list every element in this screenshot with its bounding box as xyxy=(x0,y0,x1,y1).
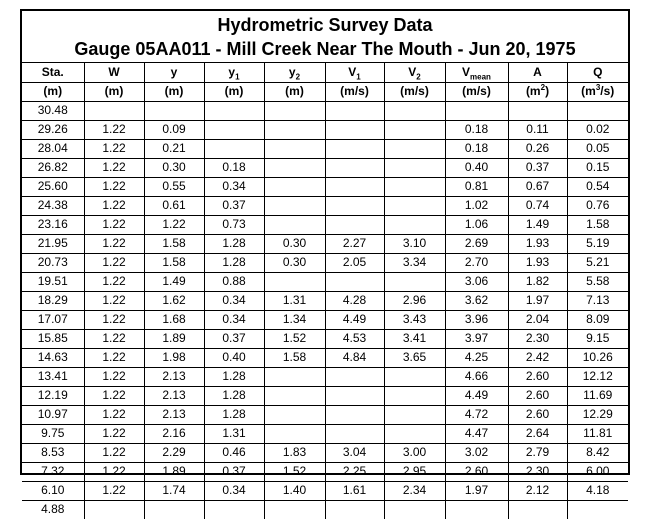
table-cell: 1.22 xyxy=(84,215,144,234)
table-cell: 0.37 xyxy=(204,196,264,215)
table-cell xyxy=(325,139,384,158)
table-row xyxy=(22,310,628,329)
table-cell xyxy=(384,272,445,291)
column-header-subscript: 1 xyxy=(356,72,361,82)
table-cell: 1.22 xyxy=(84,291,144,310)
table-cell: 0.30 xyxy=(144,158,204,177)
table-cell: 0.02 xyxy=(567,120,628,139)
survey-sheet xyxy=(20,9,630,517)
column-header-label: V xyxy=(408,64,417,79)
table-cell: 1.22 xyxy=(84,462,144,481)
table-cell: 1.02 xyxy=(445,196,508,215)
station-cell: 18.29 xyxy=(22,291,84,310)
table-row xyxy=(22,367,628,386)
table-cell: 0.30 xyxy=(264,234,325,253)
table-cell xyxy=(567,101,628,120)
table-cell: 3.00 xyxy=(384,443,445,462)
unit-superscript: 3 xyxy=(595,83,601,92)
unit-label: (m/s) xyxy=(400,84,429,98)
table-row xyxy=(22,177,628,196)
table-cell: 8.42 xyxy=(567,443,628,462)
station-cell: 9.75 xyxy=(22,424,84,443)
table-cell: 0.37 xyxy=(204,462,264,481)
table-cell: 1.28 xyxy=(204,367,264,386)
page-title: Hydrometric Survey Data xyxy=(217,15,433,35)
table-cell: 0.40 xyxy=(204,348,264,367)
table-cell: 2.60 xyxy=(508,367,567,386)
table-cell: 2.29 xyxy=(144,443,204,462)
table-cell: 1.61 xyxy=(325,481,384,500)
table-row xyxy=(22,253,628,272)
unit-label: (m) xyxy=(224,84,244,98)
table-cell: 2.25 xyxy=(325,462,384,481)
table-cell: 1.22 xyxy=(84,139,144,158)
table-cell xyxy=(567,500,628,519)
station-cell: 8.53 xyxy=(22,443,84,462)
column-header-row xyxy=(22,63,628,82)
column-header-label: Q xyxy=(593,64,603,79)
station-cell: 4.88 xyxy=(22,500,84,519)
unit-label-tail: ) xyxy=(545,84,550,98)
table-body xyxy=(22,101,628,519)
unit-cell xyxy=(384,82,445,101)
table-cell: 1.58 xyxy=(144,234,204,253)
table-cell: 1.93 xyxy=(508,253,567,272)
table-cell: 1.98 xyxy=(144,348,204,367)
table-cell: 9.15 xyxy=(567,329,628,348)
table-cell: 2.60 xyxy=(508,386,567,405)
table-cell xyxy=(264,158,325,177)
table-cell xyxy=(325,272,384,291)
table-row xyxy=(22,139,628,158)
table-cell: 1.22 xyxy=(84,367,144,386)
table-cell: 3.43 xyxy=(384,310,445,329)
table-cell: 0.37 xyxy=(508,158,567,177)
unit-label: (m xyxy=(581,84,596,98)
table-cell xyxy=(204,139,264,158)
table-cell: 1.82 xyxy=(508,272,567,291)
column-header-label: y xyxy=(288,64,296,79)
table-cell: 4.84 xyxy=(325,348,384,367)
table-cell: 1.58 xyxy=(264,348,325,367)
table-cell: 1.28 xyxy=(204,386,264,405)
table-cell: 0.21 xyxy=(144,139,204,158)
table-cell: 0.55 xyxy=(144,177,204,196)
table-cell: 0.67 xyxy=(508,177,567,196)
page-subtitle: Gauge 05AA011 - Mill Creek Near The Mouth - Jun 20, 1975 xyxy=(74,39,576,59)
table-cell: 1.22 xyxy=(84,424,144,443)
table-cell: 0.74 xyxy=(508,196,567,215)
table-cell: 0.30 xyxy=(264,253,325,272)
table-cell: 0.46 xyxy=(204,443,264,462)
table-cell: 1.40 xyxy=(264,481,325,500)
table-cell xyxy=(264,367,325,386)
column-header xyxy=(508,63,567,82)
table-cell: 3.10 xyxy=(384,234,445,253)
table-cell: 1.22 xyxy=(84,158,144,177)
title-block xyxy=(22,11,628,63)
unit-cell xyxy=(567,82,628,101)
unit-label: (m xyxy=(525,84,541,98)
table-cell: 0.26 xyxy=(508,139,567,158)
station-cell: 10.97 xyxy=(22,405,84,424)
table-row xyxy=(22,462,628,481)
station-cell: 20.73 xyxy=(22,253,84,272)
station-cell: 13.41 xyxy=(22,367,84,386)
column-header xyxy=(445,63,508,82)
table-cell xyxy=(204,500,264,519)
table-cell xyxy=(325,367,384,386)
table-cell xyxy=(264,101,325,120)
unit-cell xyxy=(325,82,384,101)
table-cell: 1.22 xyxy=(84,405,144,424)
table-cell: 1.49 xyxy=(144,272,204,291)
table-cell xyxy=(144,101,204,120)
table-cell xyxy=(384,367,445,386)
table-cell: 2.27 xyxy=(325,234,384,253)
table-cell: 1.31 xyxy=(204,424,264,443)
column-header-subscript: mean xyxy=(470,72,491,82)
table-cell: 1.22 xyxy=(144,215,204,234)
table-row xyxy=(22,481,628,500)
table-cell: 10.26 xyxy=(567,348,628,367)
table-cell: 3.96 xyxy=(445,310,508,329)
table-cell: 1.58 xyxy=(567,215,628,234)
table-cell: 1.22 xyxy=(84,272,144,291)
table-cell xyxy=(144,500,204,519)
table-cell: 3.02 xyxy=(445,443,508,462)
table-cell: 1.58 xyxy=(144,253,204,272)
station-cell: 30.48 xyxy=(22,101,84,120)
table-cell xyxy=(384,139,445,158)
column-header xyxy=(22,63,84,82)
table-cell: 1.28 xyxy=(204,253,264,272)
table-cell: 3.65 xyxy=(384,348,445,367)
table-cell: 8.09 xyxy=(567,310,628,329)
table-cell: 1.52 xyxy=(264,462,325,481)
table-row xyxy=(22,158,628,177)
table-cell: 1.74 xyxy=(144,481,204,500)
station-cell: 24.38 xyxy=(22,196,84,215)
table-cell: 2.13 xyxy=(144,405,204,424)
table-cell: 11.81 xyxy=(567,424,628,443)
unit-label: (m/s) xyxy=(340,84,369,98)
table-cell: 2.05 xyxy=(325,253,384,272)
table-cell: 1.28 xyxy=(204,234,264,253)
column-header xyxy=(264,63,325,82)
table-row xyxy=(22,405,628,424)
table-cell: 2.16 xyxy=(144,424,204,443)
table-cell xyxy=(264,405,325,424)
table-cell: 1.22 xyxy=(84,443,144,462)
table-cell: 2.69 xyxy=(445,234,508,253)
table-cell: 2.79 xyxy=(508,443,567,462)
table-cell: 2.12 xyxy=(508,481,567,500)
table-cell: 11.69 xyxy=(567,386,628,405)
table-cell: 1.89 xyxy=(144,329,204,348)
table-cell: 5.19 xyxy=(567,234,628,253)
table-row xyxy=(22,348,628,367)
table-cell xyxy=(325,196,384,215)
table-cell: 6.00 xyxy=(567,462,628,481)
column-header-label: y xyxy=(228,64,236,79)
table-cell xyxy=(264,196,325,215)
table-row xyxy=(22,386,628,405)
table-cell: 0.81 xyxy=(445,177,508,196)
unit-superscript: 2 xyxy=(540,83,546,92)
table-cell: 0.18 xyxy=(204,158,264,177)
table-cell: 0.88 xyxy=(204,272,264,291)
unit-label: (m) xyxy=(104,84,124,98)
table-cell xyxy=(325,386,384,405)
table-cell: 0.54 xyxy=(567,177,628,196)
table-cell: 4.25 xyxy=(445,348,508,367)
table-cell: 2.30 xyxy=(508,329,567,348)
table-cell: 3.41 xyxy=(384,329,445,348)
table-cell: 0.61 xyxy=(144,196,204,215)
unit-label: (m) xyxy=(43,84,63,98)
table-row xyxy=(22,272,628,291)
column-header-label: V xyxy=(462,64,471,79)
table-cell: 1.34 xyxy=(264,310,325,329)
table-cell: 4.53 xyxy=(325,329,384,348)
table-cell xyxy=(264,120,325,139)
table-cell xyxy=(508,500,567,519)
table-cell xyxy=(264,500,325,519)
table-cell: 4.49 xyxy=(325,310,384,329)
table-cell: 1.97 xyxy=(445,481,508,500)
unit-label: (m) xyxy=(285,84,304,98)
table-cell xyxy=(384,386,445,405)
column-header-label: Sta. xyxy=(41,64,64,79)
table-cell: 5.21 xyxy=(567,253,628,272)
column-header xyxy=(84,63,144,82)
table-cell xyxy=(445,101,508,120)
station-cell: 26.82 xyxy=(22,158,84,177)
unit-cell xyxy=(264,82,325,101)
table-cell xyxy=(325,158,384,177)
table-cell: 0.34 xyxy=(204,481,264,500)
unit-cell xyxy=(22,82,84,101)
column-header xyxy=(384,63,445,82)
station-cell: 12.19 xyxy=(22,386,84,405)
table-row xyxy=(22,443,628,462)
table-cell: 4.28 xyxy=(325,291,384,310)
table-cell xyxy=(384,215,445,234)
survey-table xyxy=(22,63,628,519)
station-cell: 14.63 xyxy=(22,348,84,367)
table-cell: 1.89 xyxy=(144,462,204,481)
table-cell: 1.22 xyxy=(84,196,144,215)
column-header-label: V xyxy=(348,64,357,79)
column-header xyxy=(204,63,264,82)
table-cell: 12.12 xyxy=(567,367,628,386)
unit-cell xyxy=(144,82,204,101)
table-cell: 0.15 xyxy=(567,158,628,177)
station-cell: 17.07 xyxy=(22,310,84,329)
table-cell: 4.72 xyxy=(445,405,508,424)
table-row xyxy=(22,101,628,120)
table-cell xyxy=(84,500,144,519)
table-cell: 3.62 xyxy=(445,291,508,310)
table-cell xyxy=(264,386,325,405)
column-header-label: W xyxy=(108,64,120,79)
table-cell: 3.04 xyxy=(325,443,384,462)
station-cell: 23.16 xyxy=(22,215,84,234)
table-cell: 0.11 xyxy=(508,120,567,139)
table-cell: 2.13 xyxy=(144,386,204,405)
table-cell: 2.60 xyxy=(508,405,567,424)
table-cell xyxy=(445,500,508,519)
table-row xyxy=(22,500,628,519)
table-cell: 2.60 xyxy=(445,462,508,481)
column-header-subscript: 1 xyxy=(235,72,240,82)
table-cell xyxy=(384,120,445,139)
table-cell: 1.22 xyxy=(84,120,144,139)
table-cell: 1.22 xyxy=(84,234,144,253)
table-cell xyxy=(384,101,445,120)
table-cell: 0.18 xyxy=(445,139,508,158)
station-cell: 29.26 xyxy=(22,120,84,139)
column-header-subscript: 2 xyxy=(295,72,301,82)
column-header-label: A xyxy=(533,64,542,79)
table-cell: 1.22 xyxy=(84,386,144,405)
table-row xyxy=(22,291,628,310)
table-cell: 2.34 xyxy=(384,481,445,500)
table-cell: 1.68 xyxy=(144,310,204,329)
table-cell xyxy=(384,177,445,196)
unit-label: (m/s) xyxy=(462,84,491,98)
table-cell: 1.31 xyxy=(264,291,325,310)
table-cell: 4.18 xyxy=(567,481,628,500)
column-header-label: y xyxy=(170,64,178,79)
table-cell xyxy=(204,101,264,120)
station-cell: 15.85 xyxy=(22,329,84,348)
table-cell xyxy=(325,177,384,196)
table-cell xyxy=(325,424,384,443)
table-cell: 0.34 xyxy=(204,291,264,310)
table-cell: 1.49 xyxy=(508,215,567,234)
table-cell: 3.97 xyxy=(445,329,508,348)
table-cell xyxy=(325,120,384,139)
table-cell xyxy=(264,424,325,443)
table-cell xyxy=(264,215,325,234)
table-cell: 2.70 xyxy=(445,253,508,272)
column-header xyxy=(144,63,204,82)
column-header xyxy=(325,63,384,82)
unit-cell xyxy=(84,82,144,101)
table-cell: 1.22 xyxy=(84,310,144,329)
table-cell: 1.22 xyxy=(84,253,144,272)
table-cell: 0.09 xyxy=(144,120,204,139)
table-cell: 0.05 xyxy=(567,139,628,158)
station-cell: 21.95 xyxy=(22,234,84,253)
table-cell: 1.22 xyxy=(84,329,144,348)
table-cell: 3.06 xyxy=(445,272,508,291)
station-cell: 6.10 xyxy=(22,481,84,500)
table-cell: 1.22 xyxy=(84,348,144,367)
station-cell: 7.32 xyxy=(22,462,84,481)
unit-cell xyxy=(204,82,264,101)
table-cell xyxy=(384,158,445,177)
table-cell: 0.34 xyxy=(204,177,264,196)
table-cell xyxy=(325,405,384,424)
table-cell xyxy=(384,196,445,215)
table-cell: 3.34 xyxy=(384,253,445,272)
table-cell: 0.37 xyxy=(204,329,264,348)
table-cell: 1.62 xyxy=(144,291,204,310)
table-row xyxy=(22,424,628,443)
table-row xyxy=(22,215,628,234)
column-header xyxy=(567,63,628,82)
table-row xyxy=(22,120,628,139)
table-cell xyxy=(384,424,445,443)
table-cell: 0.73 xyxy=(204,215,264,234)
table-cell: 1.28 xyxy=(204,405,264,424)
table-cell: 2.30 xyxy=(508,462,567,481)
unit-cell xyxy=(508,82,567,101)
table-cell: 2.95 xyxy=(384,462,445,481)
table-cell: 2.64 xyxy=(508,424,567,443)
table-cell: 0.76 xyxy=(567,196,628,215)
table-cell: 2.04 xyxy=(508,310,567,329)
table-cell: 2.42 xyxy=(508,348,567,367)
table-cell xyxy=(325,215,384,234)
table-cell xyxy=(325,101,384,120)
station-cell: 28.04 xyxy=(22,139,84,158)
table-cell: 4.49 xyxy=(445,386,508,405)
unit-cell xyxy=(445,82,508,101)
table-cell xyxy=(508,101,567,120)
table-row xyxy=(22,329,628,348)
table-cell xyxy=(384,500,445,519)
station-cell: 19.51 xyxy=(22,272,84,291)
table-cell xyxy=(264,177,325,196)
unit-label: (m) xyxy=(164,84,184,98)
table-cell: 1.22 xyxy=(84,177,144,196)
table-cell: 4.66 xyxy=(445,367,508,386)
table-row xyxy=(22,196,628,215)
units-row xyxy=(22,82,628,101)
station-cell: 25.60 xyxy=(22,177,84,196)
table-cell: 2.96 xyxy=(384,291,445,310)
table-cell: 12.29 xyxy=(567,405,628,424)
table-cell: 0.18 xyxy=(445,120,508,139)
table-cell: 1.97 xyxy=(508,291,567,310)
table-cell: 0.34 xyxy=(204,310,264,329)
table-row xyxy=(22,234,628,253)
table-cell xyxy=(264,272,325,291)
table-cell: 1.83 xyxy=(264,443,325,462)
table-cell xyxy=(204,120,264,139)
table-cell xyxy=(84,101,144,120)
unit-label-tail: /s) xyxy=(600,84,615,98)
table-cell: 4.47 xyxy=(445,424,508,443)
table-cell: 1.22 xyxy=(84,481,144,500)
table-cell: 1.52 xyxy=(264,329,325,348)
table-cell: 2.13 xyxy=(144,367,204,386)
table-cell: 7.13 xyxy=(567,291,628,310)
table-cell: 1.93 xyxy=(508,234,567,253)
table-cell xyxy=(325,500,384,519)
column-header-subscript: 2 xyxy=(416,72,421,82)
table-cell xyxy=(264,139,325,158)
table-cell: 0.40 xyxy=(445,158,508,177)
table-cell: 5.58 xyxy=(567,272,628,291)
table-cell: 1.06 xyxy=(445,215,508,234)
table-cell xyxy=(384,405,445,424)
